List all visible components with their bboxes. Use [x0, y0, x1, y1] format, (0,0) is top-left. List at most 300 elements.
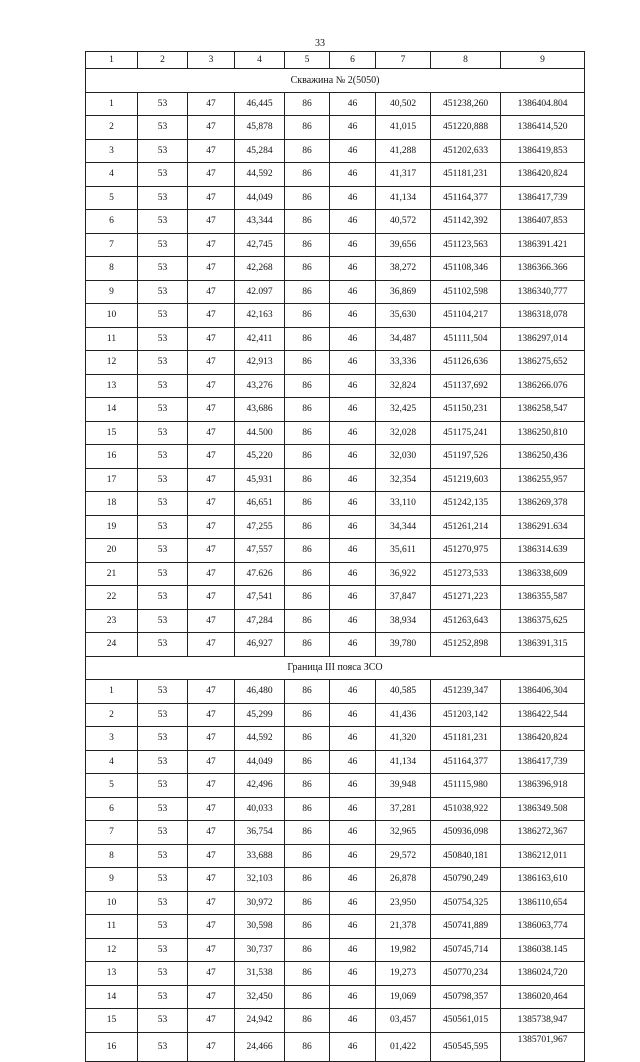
table-cell: 17 — [86, 468, 138, 492]
table-cell: 53 — [138, 1032, 188, 1061]
table-cell: 1386258,547 — [501, 398, 585, 422]
table-cell: 34,344 — [376, 515, 431, 539]
table-cell: 451263,643 — [431, 609, 501, 633]
table-row — [86, 633, 585, 657]
table-cell: 1386272,367 — [501, 821, 585, 845]
table-cell: 86 — [285, 163, 330, 187]
table-cell: 46 — [330, 868, 376, 892]
table-cell: 35,630 — [376, 304, 431, 328]
table-cell: 1386391.421 — [501, 233, 585, 257]
column-header: 2 — [138, 52, 188, 69]
table-cell: 53 — [138, 774, 188, 798]
column-header: 3 — [188, 52, 235, 69]
table-cell: 46 — [330, 139, 376, 163]
table-cell: 86 — [285, 492, 330, 516]
table-cell: 46 — [330, 844, 376, 868]
table-cell: 86 — [285, 727, 330, 751]
table-cell: 47 — [188, 304, 235, 328]
table-cell: 8 — [86, 257, 138, 281]
table-cell: 53 — [138, 891, 188, 915]
table-cell: 15 — [86, 421, 138, 445]
table-row — [86, 139, 585, 163]
column-header: 8 — [431, 52, 501, 69]
table-row — [86, 797, 585, 821]
table-cell: 47 — [188, 774, 235, 798]
table-cell: 42.097 — [235, 280, 285, 304]
table-cell: 86 — [285, 609, 330, 633]
table-cell: 01,422 — [376, 1032, 431, 1061]
table-cell: 15 — [86, 1009, 138, 1033]
table-cell: 46 — [330, 421, 376, 445]
table-cell: 53 — [138, 233, 188, 257]
table-cell: 47 — [188, 421, 235, 445]
table-cell: 41,134 — [376, 186, 431, 210]
table-cell: 1385701,967 — [501, 1032, 585, 1061]
table-cell: 1 — [86, 92, 138, 116]
table-cell: 86 — [285, 633, 330, 657]
table-cell: 46 — [330, 750, 376, 774]
table-cell: 46 — [330, 633, 376, 657]
table-cell: 47 — [188, 703, 235, 727]
table-cell: 18 — [86, 492, 138, 516]
table-cell: 42,163 — [235, 304, 285, 328]
table-row — [86, 821, 585, 845]
table-cell: 86 — [285, 186, 330, 210]
table-cell: 14 — [86, 398, 138, 422]
table-cell: 53 — [138, 351, 188, 375]
table-cell: 451104,217 — [431, 304, 501, 328]
table-row — [86, 492, 585, 516]
table-cell: 43,276 — [235, 374, 285, 398]
table-row — [86, 750, 585, 774]
table-cell: 47 — [188, 821, 235, 845]
table-cell: 53 — [138, 586, 188, 610]
table-cell: 53 — [138, 492, 188, 516]
table-cell: 1386063,774 — [501, 915, 585, 939]
table-cell: 1386266.076 — [501, 374, 585, 398]
table-cell: 47 — [188, 633, 235, 657]
table-cell: 86 — [285, 233, 330, 257]
table-cell: 24 — [86, 633, 138, 657]
table-cell: 86 — [285, 915, 330, 939]
table-cell: 451115,980 — [431, 774, 501, 798]
table-cell: 6 — [86, 797, 138, 821]
table-cell: 45,878 — [235, 116, 285, 140]
table-row — [86, 586, 585, 610]
table-cell: 86 — [285, 1032, 330, 1061]
table-cell: 19,069 — [376, 985, 431, 1009]
table-cell: 1386110,654 — [501, 891, 585, 915]
table-cell: 41,320 — [376, 727, 431, 751]
table-cell: 7 — [86, 233, 138, 257]
table-row — [86, 92, 585, 116]
table-cell: 53 — [138, 280, 188, 304]
table-cell: 451219,603 — [431, 468, 501, 492]
table-cell: 86 — [285, 962, 330, 986]
table-cell: 44.500 — [235, 421, 285, 445]
table-cell: 32,824 — [376, 374, 431, 398]
table-cell: 46 — [330, 468, 376, 492]
table-cell: 53 — [138, 139, 188, 163]
table-cell: 53 — [138, 844, 188, 868]
table-cell: 451239,347 — [431, 680, 501, 704]
table-cell: 41,317 — [376, 163, 431, 187]
table-cell: 451126,636 — [431, 351, 501, 375]
table-cell: 86 — [285, 280, 330, 304]
table-cell: 451123,563 — [431, 233, 501, 257]
table-cell: 450790,249 — [431, 868, 501, 892]
table-cell: 1386420,824 — [501, 727, 585, 751]
table-cell: 451261,214 — [431, 515, 501, 539]
table-cell: 450745,714 — [431, 938, 501, 962]
table-cell: 39,948 — [376, 774, 431, 798]
table-cell: 47 — [188, 92, 235, 116]
table-cell: 53 — [138, 515, 188, 539]
table-cell: 46,927 — [235, 633, 285, 657]
table-cell: 53 — [138, 445, 188, 469]
table-cell: 36,869 — [376, 280, 431, 304]
table-cell: 32,354 — [376, 468, 431, 492]
table-cell: 19,273 — [376, 962, 431, 986]
table-cell: 450798,357 — [431, 985, 501, 1009]
table-cell: 47 — [188, 962, 235, 986]
table-cell: 42,745 — [235, 233, 285, 257]
table-cell: 1386038.145 — [501, 938, 585, 962]
table-row — [86, 774, 585, 798]
table-cell: 1386420,824 — [501, 163, 585, 187]
table-cell: 1386406,304 — [501, 680, 585, 704]
table-cell: 1386212,011 — [501, 844, 585, 868]
table-cell: 47 — [188, 233, 235, 257]
table-cell: 53 — [138, 985, 188, 1009]
table-cell: 1386020,464 — [501, 985, 585, 1009]
table-cell: 16 — [86, 1032, 138, 1061]
table-cell: 10 — [86, 304, 138, 328]
table-cell: 47 — [188, 1009, 235, 1033]
table-cell: 451137,692 — [431, 374, 501, 398]
table-cell: 46 — [330, 92, 376, 116]
table-cell: 86 — [285, 515, 330, 539]
table-cell: 450840,181 — [431, 844, 501, 868]
column-header: 9 — [501, 52, 585, 69]
table-cell: 1386318,078 — [501, 304, 585, 328]
table-cell: 31,538 — [235, 962, 285, 986]
table-cell: 8 — [86, 844, 138, 868]
table-cell: 86 — [285, 586, 330, 610]
table-cell: 47 — [188, 891, 235, 915]
table-cell: 46 — [330, 703, 376, 727]
table-cell: 46,480 — [235, 680, 285, 704]
table-row — [86, 116, 585, 140]
table-cell: 46 — [330, 562, 376, 586]
table-cell: 21,378 — [376, 915, 431, 939]
table-cell: 45,220 — [235, 445, 285, 469]
table-cell: 3 — [86, 139, 138, 163]
table-cell: 451150,231 — [431, 398, 501, 422]
table-row — [86, 280, 585, 304]
table-cell: 1386338,609 — [501, 562, 585, 586]
table-cell: 10 — [86, 891, 138, 915]
table-cell: 1386355,587 — [501, 586, 585, 610]
table-cell: 03,457 — [376, 1009, 431, 1033]
table-cell: 1386340,777 — [501, 280, 585, 304]
table-cell: 46 — [330, 727, 376, 751]
table-cell: 22 — [86, 586, 138, 610]
table-cell: 47,284 — [235, 609, 285, 633]
table-cell: 44,049 — [235, 186, 285, 210]
table-cell: 46 — [330, 116, 376, 140]
table-cell: 46 — [330, 351, 376, 375]
table-cell: 86 — [285, 891, 330, 915]
table-cell: 40,585 — [376, 680, 431, 704]
table-cell: 46 — [330, 774, 376, 798]
table-cell: 32,425 — [376, 398, 431, 422]
table-cell: 23,950 — [376, 891, 431, 915]
table-row — [86, 210, 585, 234]
table-cell: 14 — [86, 985, 138, 1009]
table-row — [86, 562, 585, 586]
table-row — [86, 844, 585, 868]
table-cell: 47 — [188, 280, 235, 304]
table-cell: 53 — [138, 633, 188, 657]
table-cell: 38,934 — [376, 609, 431, 633]
table-cell: 86 — [285, 398, 330, 422]
table-cell: 46 — [330, 1032, 376, 1061]
table-cell: 450561,015 — [431, 1009, 501, 1033]
table-cell: 86 — [285, 304, 330, 328]
table-cell: 53 — [138, 797, 188, 821]
table-cell: 1386404.804 — [501, 92, 585, 116]
table-cell: 86 — [285, 868, 330, 892]
table-cell: 47 — [188, 398, 235, 422]
table-cell: 26,878 — [376, 868, 431, 892]
table-cell: 47 — [188, 468, 235, 492]
table-cell: 13 — [86, 962, 138, 986]
table-cell: 53 — [138, 374, 188, 398]
table-cell: 451181,231 — [431, 727, 501, 751]
table-cell: 3 — [86, 727, 138, 751]
table-cell: 47 — [188, 116, 235, 140]
table-row — [86, 257, 585, 281]
table-cell: 86 — [285, 539, 330, 563]
table-cell: 37,847 — [376, 586, 431, 610]
table-row — [86, 868, 585, 892]
table-cell: 1386314.639 — [501, 539, 585, 563]
table-row — [86, 468, 585, 492]
table-cell: 1386422,544 — [501, 703, 585, 727]
table-cell: 46 — [330, 539, 376, 563]
table-cell: 35,611 — [376, 539, 431, 563]
table-cell: 86 — [285, 750, 330, 774]
table-cell: 86 — [285, 821, 330, 845]
table-cell: 47 — [188, 327, 235, 351]
table-row — [86, 398, 585, 422]
section-title: Скважина № 2(5050) — [86, 69, 585, 93]
table-cell: 86 — [285, 562, 330, 586]
table-cell: 86 — [285, 139, 330, 163]
table-cell: 34,487 — [376, 327, 431, 351]
table-cell: 47,541 — [235, 586, 285, 610]
table-cell: 53 — [138, 915, 188, 939]
table-cell: 42,496 — [235, 774, 285, 798]
table-cell: 44,049 — [235, 750, 285, 774]
table-cell: 1386391,315 — [501, 633, 585, 657]
table-cell: 53 — [138, 938, 188, 962]
table-cell: 46 — [330, 280, 376, 304]
table-cell: 1386414,520 — [501, 116, 585, 140]
table-cell: 86 — [285, 257, 330, 281]
table-cell: 86 — [285, 374, 330, 398]
table-cell: 53 — [138, 962, 188, 986]
table-cell: 1386250,810 — [501, 421, 585, 445]
table-cell: 47 — [188, 445, 235, 469]
table-cell: 47 — [188, 844, 235, 868]
table-cell: 32,103 — [235, 868, 285, 892]
table-cell: 451142,392 — [431, 210, 501, 234]
table-row — [86, 327, 585, 351]
table-cell: 11 — [86, 915, 138, 939]
table-cell: 47 — [188, 515, 235, 539]
table-cell: 1386250,436 — [501, 445, 585, 469]
table-cell: 47 — [188, 139, 235, 163]
table-cell: 1386419,853 — [501, 139, 585, 163]
table-cell: 86 — [285, 1009, 330, 1033]
header-row — [86, 52, 585, 69]
table-cell: 451175,241 — [431, 421, 501, 445]
table-cell: 86 — [285, 797, 330, 821]
table-row — [86, 445, 585, 469]
table-cell: 451242,135 — [431, 492, 501, 516]
table-cell: 46 — [330, 609, 376, 633]
table-cell: 47 — [188, 163, 235, 187]
table-cell: 86 — [285, 985, 330, 1009]
table-cell: 47 — [188, 985, 235, 1009]
table-row — [86, 233, 585, 257]
table-cell: 53 — [138, 539, 188, 563]
table-cell: 36,754 — [235, 821, 285, 845]
table-cell: 1386275,652 — [501, 351, 585, 375]
table-cell: 46 — [330, 445, 376, 469]
table-cell: 1386297,014 — [501, 327, 585, 351]
table-row — [86, 421, 585, 445]
table-row — [86, 680, 585, 704]
table-cell: 24,466 — [235, 1032, 285, 1061]
table-cell: 46 — [330, 962, 376, 986]
table-cell: 451202,633 — [431, 139, 501, 163]
table-cell: 46 — [330, 586, 376, 610]
table-row — [86, 938, 585, 962]
table-cell: 45,931 — [235, 468, 285, 492]
table-cell: 1386396,918 — [501, 774, 585, 798]
table-cell: 2 — [86, 116, 138, 140]
table-cell: 47 — [188, 680, 235, 704]
column-header: 6 — [330, 52, 376, 69]
table-cell: 1386366.366 — [501, 257, 585, 281]
table-cell: 86 — [285, 421, 330, 445]
table-cell: 30,972 — [235, 891, 285, 915]
table-cell: 451102,598 — [431, 280, 501, 304]
table-cell: 1386375,625 — [501, 609, 585, 633]
table-cell: 1386291.634 — [501, 515, 585, 539]
table-cell: 42,913 — [235, 351, 285, 375]
table-cell: 1385738,947 — [501, 1009, 585, 1033]
table-cell: 6 — [86, 210, 138, 234]
table-cell: 16 — [86, 445, 138, 469]
table-cell: 46 — [330, 398, 376, 422]
table-cell: 40,572 — [376, 210, 431, 234]
table-cell: 46 — [330, 915, 376, 939]
table-cell: 46 — [330, 233, 376, 257]
table-row — [86, 985, 585, 1009]
table-cell: 39,780 — [376, 633, 431, 657]
table-cell: 30,737 — [235, 938, 285, 962]
table-cell: 5 — [86, 186, 138, 210]
table-cell: 38,272 — [376, 257, 431, 281]
table-cell: 86 — [285, 116, 330, 140]
table-cell: 41,015 — [376, 116, 431, 140]
table-cell: 32,030 — [376, 445, 431, 469]
table-cell: 41,134 — [376, 750, 431, 774]
table-cell: 7 — [86, 821, 138, 845]
table-cell: 4 — [86, 163, 138, 187]
table-cell: 451273,533 — [431, 562, 501, 586]
table-cell: 47 — [188, 351, 235, 375]
table-cell: 86 — [285, 938, 330, 962]
table-cell: 32,965 — [376, 821, 431, 845]
table-cell: 46 — [330, 492, 376, 516]
table-cell: 9 — [86, 868, 138, 892]
table-cell: 45,284 — [235, 139, 285, 163]
column-header: 7 — [376, 52, 431, 69]
table-row — [86, 351, 585, 375]
table-cell: 43,344 — [235, 210, 285, 234]
page-number: 33 — [315, 38, 325, 49]
table-cell: 53 — [138, 304, 188, 328]
table-cell: 30,598 — [235, 915, 285, 939]
table-cell: 451164,377 — [431, 186, 501, 210]
table-cell: 33,110 — [376, 492, 431, 516]
table-cell: 451203,142 — [431, 703, 501, 727]
table-cell: 47 — [188, 727, 235, 751]
table-cell: 46 — [330, 515, 376, 539]
table-cell: 41,436 — [376, 703, 431, 727]
table-cell: 46 — [330, 938, 376, 962]
table-cell: 86 — [285, 680, 330, 704]
table-cell: 47 — [188, 915, 235, 939]
table-cell: 33,688 — [235, 844, 285, 868]
table-row — [86, 1009, 585, 1033]
table-cell: 1386255,957 — [501, 468, 585, 492]
table-cell: 53 — [138, 750, 188, 774]
table-cell: 20 — [86, 539, 138, 563]
table-cell: 45,299 — [235, 703, 285, 727]
table-cell: 450741,889 — [431, 915, 501, 939]
table-cell: 53 — [138, 327, 188, 351]
table-cell: 46 — [330, 186, 376, 210]
table-cell: 46,651 — [235, 492, 285, 516]
table-row — [86, 609, 585, 633]
table-cell: 47.626 — [235, 562, 285, 586]
table-cell: 451197,526 — [431, 445, 501, 469]
table-cell: 1386269,378 — [501, 492, 585, 516]
table-cell: 24,942 — [235, 1009, 285, 1033]
table-cell: 451181,231 — [431, 163, 501, 187]
table-cell: 33,336 — [376, 351, 431, 375]
table-cell: 13 — [86, 374, 138, 398]
table-cell: 37,281 — [376, 797, 431, 821]
table-cell: 46 — [330, 163, 376, 187]
table-cell: 19,982 — [376, 938, 431, 962]
